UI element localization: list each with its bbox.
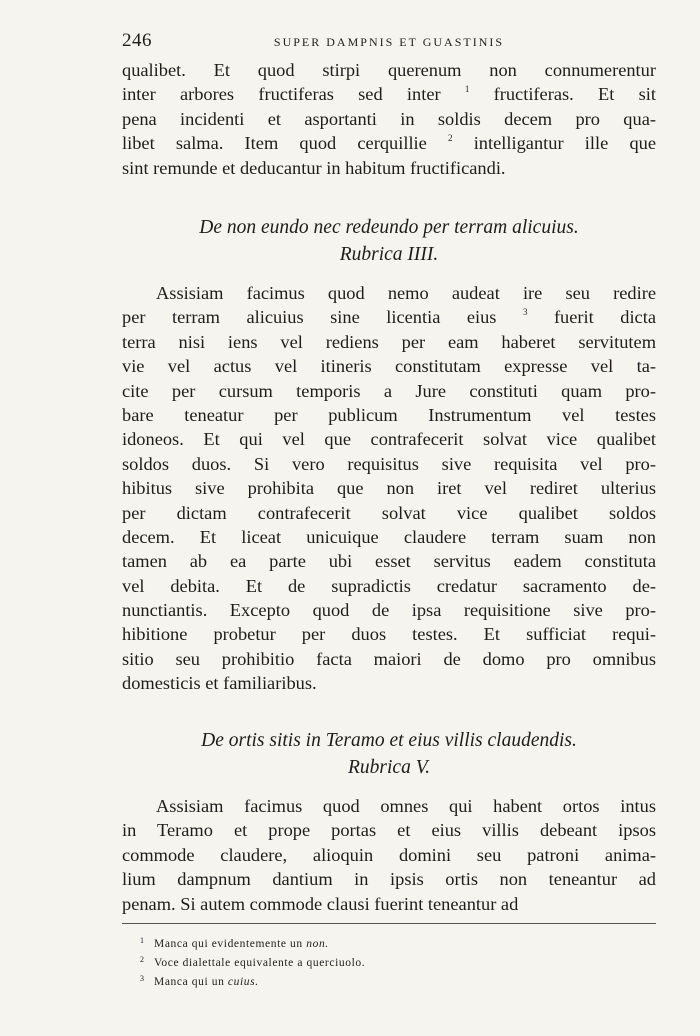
text-segment: fuerit dicta — [527, 307, 656, 328]
text-segment: fructiferas. Et sit — [469, 84, 656, 105]
footnote-text: Manca qui un — [154, 976, 228, 988]
footnote-rule — [122, 923, 656, 924]
text-line — [122, 305, 656, 329]
text-line: lium dampnum dantium in ipsis ortis non teneantur ad — [122, 869, 656, 890]
text-line: penam. Si autem commode clausi fuerint teneantur ad — [122, 893, 519, 914]
footnote-reference: 2 — [448, 133, 453, 144]
footnote — [140, 933, 640, 952]
text-segment: per terram alicuius sine licentia eius — [122, 307, 523, 328]
text-line: Assisiam facimus quod omnes qui habent ortos intus — [156, 796, 656, 816]
text-line: commode claudere, alioquin domini seu patroni anima- — [122, 844, 656, 865]
text-segment: intelligantur ille que — [452, 133, 656, 154]
text-line: qualibet. Et quod stirpi querenum non connumerentur — [122, 60, 656, 80]
footnote-mark: 3 — [140, 974, 145, 983]
footnote-reference: 3 — [522, 307, 528, 318]
rubric-heading-4 — [122, 214, 656, 268]
footnote-italic: non. — [306, 938, 329, 950]
text-line: sint remunde et deducantur in habitum fructificandi. — [122, 157, 506, 178]
footnote-text: Voce dialettale equivalente a querciuolo. — [154, 957, 366, 969]
text-line: tamen ab ea parte ubi esset servitus eadem constituta — [122, 551, 656, 572]
rubric-heading-5 — [122, 727, 656, 781]
text-line: soldos duos. Si vero requisitus sive requisita vel pro- — [122, 453, 656, 474]
text-line: sitio seu prohibitio facta maiori de domo pro omnibus — [122, 648, 656, 669]
footnotes — [140, 933, 640, 990]
text-line: vie vel actus vel itineris constitutam expresse vel ta- — [122, 356, 656, 377]
text-line: in Teramo et prope portas et eius villis debeant ipsos — [122, 820, 656, 841]
text-line: cite per cursum temporis a Jure constituti quam pro- — [122, 380, 656, 401]
text-line: hibitus sive prohibita que non iret vel rediret ulterius — [122, 478, 656, 499]
text-line: Assisiam facimus quod nemo audeat ire seu redire — [156, 283, 656, 303]
paragraph-rubric-4 — [122, 281, 656, 696]
rubric-title: De ortis sitis in Teramo et eius villis claudendis. — [201, 730, 577, 751]
footnote — [140, 952, 640, 971]
text-segment: libet salma. Item quod cerquillie — [122, 133, 449, 154]
footnote-mark: 2 — [140, 955, 145, 964]
page-number: 246 — [122, 30, 152, 51]
footnote-text: Manca qui evidentemente un — [154, 938, 307, 950]
text-segment: inter arbores fructiferas sed inter — [122, 84, 465, 105]
text-line — [122, 131, 656, 155]
text-line: hibitione probetur per duos testes. Et sufficiat requi- — [122, 624, 656, 645]
rubric-number: Rubrica IIII. — [339, 244, 439, 265]
text-line: domesticis et familiaribus. — [122, 673, 317, 694]
text-line: nunctiantis. Excepto quod de ipsa requisitione sive pro- — [122, 600, 656, 621]
text-line: bare teneatur per publicum Instrumentum vel testes — [122, 404, 656, 425]
rubric-number: Rubrica V. — [348, 757, 430, 778]
footnote-mark: 1 — [140, 936, 145, 945]
rubric-title: De non eundo nec redeundo per terram alicuius. — [199, 217, 579, 238]
paragraph-continuation — [122, 58, 656, 180]
text-line: idoneos. Et qui vel que contrafecerit solvat vice qualibet — [122, 429, 656, 450]
text-line: vel debita. Et de supradictis credatur sacramento de- — [122, 575, 656, 596]
paragraph-rubric-5 — [122, 794, 656, 916]
footnote-reference: 1 — [464, 84, 470, 95]
footnote-italic: cuius. — [227, 976, 259, 988]
running-head — [122, 30, 656, 56]
text-line: pena incidenti et asportanti in soldis decem pro qua- — [122, 108, 656, 129]
running-title: SUPER DAMPNIS ET GUASTINIS — [273, 35, 505, 49]
footnote — [140, 971, 640, 990]
text-line: per dictam contrafecerit solvat vice qualibet soldos — [122, 502, 656, 523]
text-line: decem. Et liceat unicuique claudere terram suam non — [122, 526, 656, 547]
text-line — [122, 82, 656, 106]
text-line: terra nisi iens vel rediens per eam haberet servitutem — [122, 331, 656, 352]
